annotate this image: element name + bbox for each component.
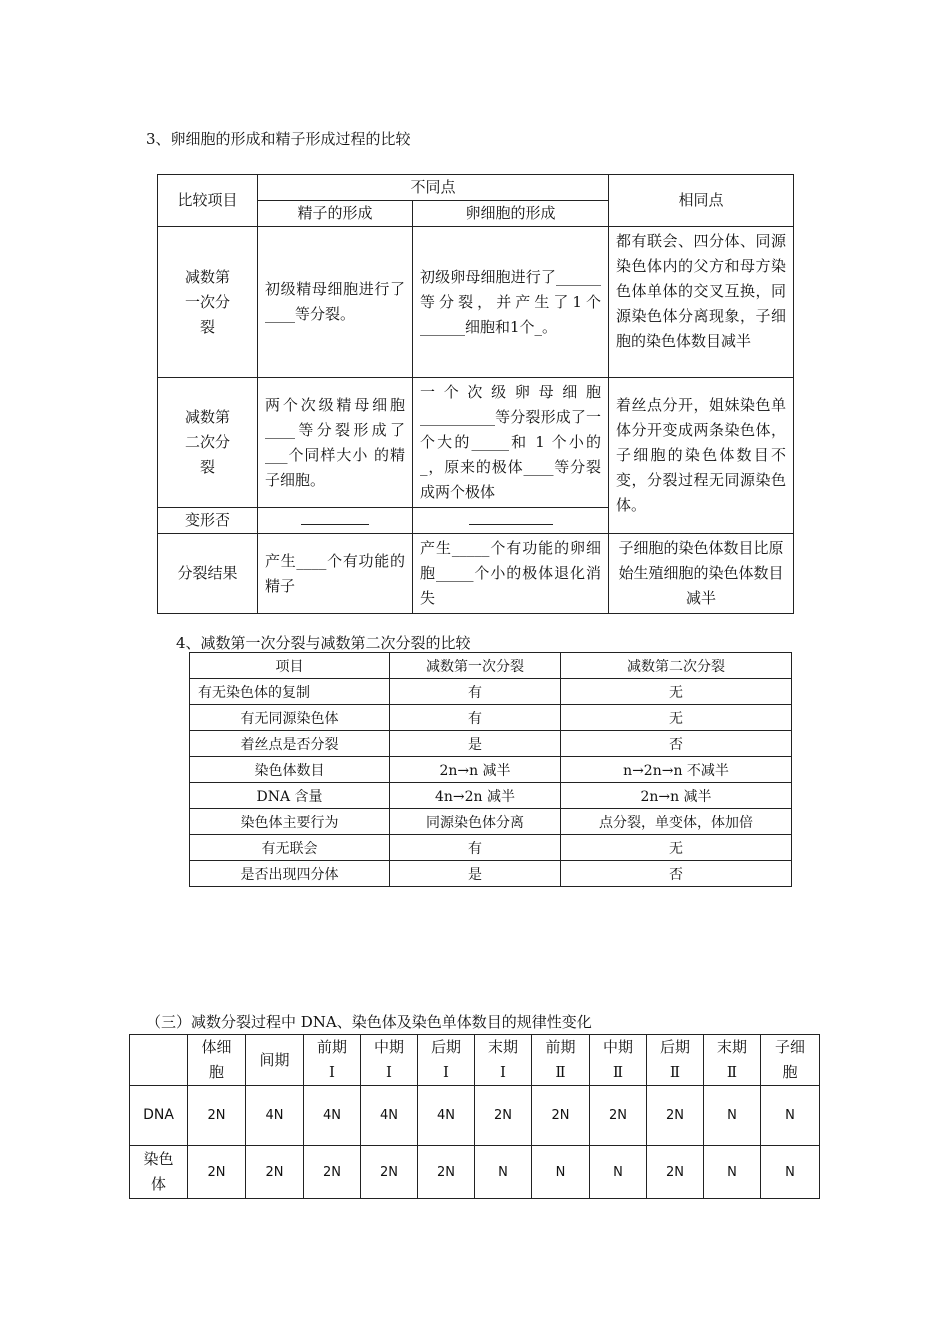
t2-cell: 是: [390, 861, 561, 887]
t3-cell: 2N: [590, 1086, 647, 1146]
section3-title: 3、卵细胞的形成和精子形成过程的比较: [146, 130, 411, 148]
t3-cell: 4N: [304, 1086, 361, 1146]
header-sperm: 精子的形成: [258, 201, 413, 227]
t2-cell: 无: [561, 705, 792, 731]
row1-label: 减数第一次分裂: [158, 227, 258, 378]
row3-egg-blank: [469, 510, 553, 525]
t3-cell: 2N: [188, 1086, 246, 1146]
t3-cell: 2N: [647, 1086, 704, 1146]
t3-header: 前期Ⅰ: [304, 1035, 361, 1086]
t3-row-label: DNA: [130, 1086, 188, 1146]
row1-same: 都有联会、四分体、同源染色体内的父方和母方染色体单体的交叉互换，同源染色体分离现象，子细胞的染色体数目减半: [609, 227, 794, 378]
header-item: 比较项目: [158, 175, 258, 227]
t3-cell: 2N: [304, 1146, 361, 1199]
table-row: [190, 783, 792, 809]
t3-header: 后期Ⅰ: [418, 1035, 475, 1086]
t2-cell: 点分裂，单变体，体加倍: [561, 809, 792, 835]
row3-label: 变形否: [158, 508, 258, 534]
table-row: [190, 861, 792, 887]
t3-cell: 4N: [246, 1086, 304, 1146]
header-same: 相同点: [609, 175, 794, 227]
meiosis-comparison-table: [189, 652, 792, 887]
t3-header: 中期Ⅱ: [590, 1035, 647, 1086]
t3-cell: N: [704, 1146, 761, 1199]
t2-row-label: 染色体主要行为: [190, 809, 390, 835]
t3-cell: N: [475, 1146, 532, 1199]
row3-sperm: [258, 508, 413, 534]
section-three-title: （三）减数分裂过程中 DNA、染色体及染色单体数目的规律性变化: [146, 1013, 592, 1031]
t3-cell: N: [532, 1146, 590, 1199]
header-egg: 卵细胞的形成: [413, 201, 609, 227]
header-diff: 不同点: [258, 175, 609, 201]
t3-cell: 2N: [475, 1086, 532, 1146]
t2-cell: 4n→2n 减半: [390, 783, 561, 809]
t2-row-label: 有无同源染色体: [190, 705, 390, 731]
t2-cell: 2n→n 减半: [561, 783, 792, 809]
t3-header: 末期Ⅰ: [475, 1035, 532, 1086]
meiosis-count-table: [129, 1034, 820, 1199]
row2-sperm: 两个次级精母细胞____等分裂形成了___个同样大小 的精子细胞。: [258, 378, 413, 508]
t3-cell: 2N: [418, 1146, 475, 1199]
t3-cell: 2N: [647, 1146, 704, 1199]
t3-cell: N: [704, 1086, 761, 1146]
t2-row-label: 是否出现四分体: [190, 861, 390, 887]
section4-title: 4、减数第一次分裂与减数第二次分裂的比较: [176, 634, 471, 652]
t2-cell: 有: [390, 835, 561, 861]
t2-row-label: 染色体数目: [190, 757, 390, 783]
row3-egg: [413, 508, 609, 534]
t3-cell: 4N: [361, 1086, 418, 1146]
t2-row-label: 着丝点是否分裂: [190, 731, 390, 757]
t3-cell: 2N: [188, 1146, 246, 1199]
t3-header: 前期Ⅱ: [532, 1035, 590, 1086]
table-row: [130, 1086, 820, 1146]
row4-label: 分裂结果: [158, 534, 258, 614]
t3-header: 末期Ⅱ: [704, 1035, 761, 1086]
t3-cell: 2N: [246, 1146, 304, 1199]
table-row: [190, 757, 792, 783]
t3-header: 后期Ⅱ: [647, 1035, 704, 1086]
row1-sperm: 初级精母细胞进行了____等分裂。: [258, 227, 413, 378]
row4-egg: 产生_____个有功能的卵细胞_____个小的极体退化消失: [413, 534, 609, 614]
t3-header: 间期: [246, 1035, 304, 1086]
t3-cell: 2N: [361, 1146, 418, 1199]
t2-cell: 同源染色体分离: [390, 809, 561, 835]
t2-cell: 无: [561, 835, 792, 861]
t3-header-blank: [130, 1035, 188, 1086]
t2-cell: 无: [561, 679, 792, 705]
t2-cell: 2n→n 减半: [390, 757, 561, 783]
t2-cell: 有: [390, 705, 561, 731]
t2-row-label: 有无染色体的复制: [190, 679, 390, 705]
t2-row-label: 有无联会: [190, 835, 390, 861]
row2-egg: 一个次级卵母细胞__________等分裂形成了一个大的_____和 1 个小的_，原来的极体____等分裂成两个极体: [413, 378, 609, 508]
row4-same: 子细胞的染色体数目比原始生殖细胞的染色体数目减半: [609, 534, 794, 614]
t2-cell: 否: [561, 861, 792, 887]
t2-cell: 有: [390, 679, 561, 705]
table-row: [190, 835, 792, 861]
t2-row-label: DNA 含量: [190, 783, 390, 809]
t3-row-label: 染色体: [130, 1146, 188, 1199]
t3-cell: N: [761, 1086, 820, 1146]
t2-header-m1: 减数第一次分裂: [390, 653, 561, 679]
egg-sperm-comparison-table: [157, 174, 794, 614]
table-row: [190, 731, 792, 757]
row3-sperm-blank: [301, 510, 369, 525]
t3-cell: N: [761, 1146, 820, 1199]
row1-egg: 初级卵母细胞进行了______等分裂，并产生了1个______细胞和1个_。: [413, 227, 609, 378]
t3-cell: N: [590, 1146, 647, 1199]
t2-cell: 是: [390, 731, 561, 757]
row4-sperm: 产生____个有功能的精子: [258, 534, 413, 614]
row2-label: 减数第二次分裂: [158, 378, 258, 508]
table-row: [190, 809, 792, 835]
row2-same: 着丝点分开，姐妹染色单体分开变成两条染色体，子细胞的染色体数目不变，分裂过程无同源染色体。: [609, 378, 794, 534]
t2-cell: 否: [561, 731, 792, 757]
t3-cell: 4N: [418, 1086, 475, 1146]
table-row: [190, 705, 792, 731]
t2-header-m2: 减数第二次分裂: [561, 653, 792, 679]
t3-cell: 2N: [532, 1086, 590, 1146]
t3-header: 中期Ⅰ: [361, 1035, 418, 1086]
table-row: [190, 679, 792, 705]
table-row: [130, 1146, 820, 1199]
t2-cell: n→2n→n 不减半: [561, 757, 792, 783]
t2-header-item: 项目: [190, 653, 390, 679]
t3-header: 体细胞: [188, 1035, 246, 1086]
t3-header: 子细胞: [761, 1035, 820, 1086]
